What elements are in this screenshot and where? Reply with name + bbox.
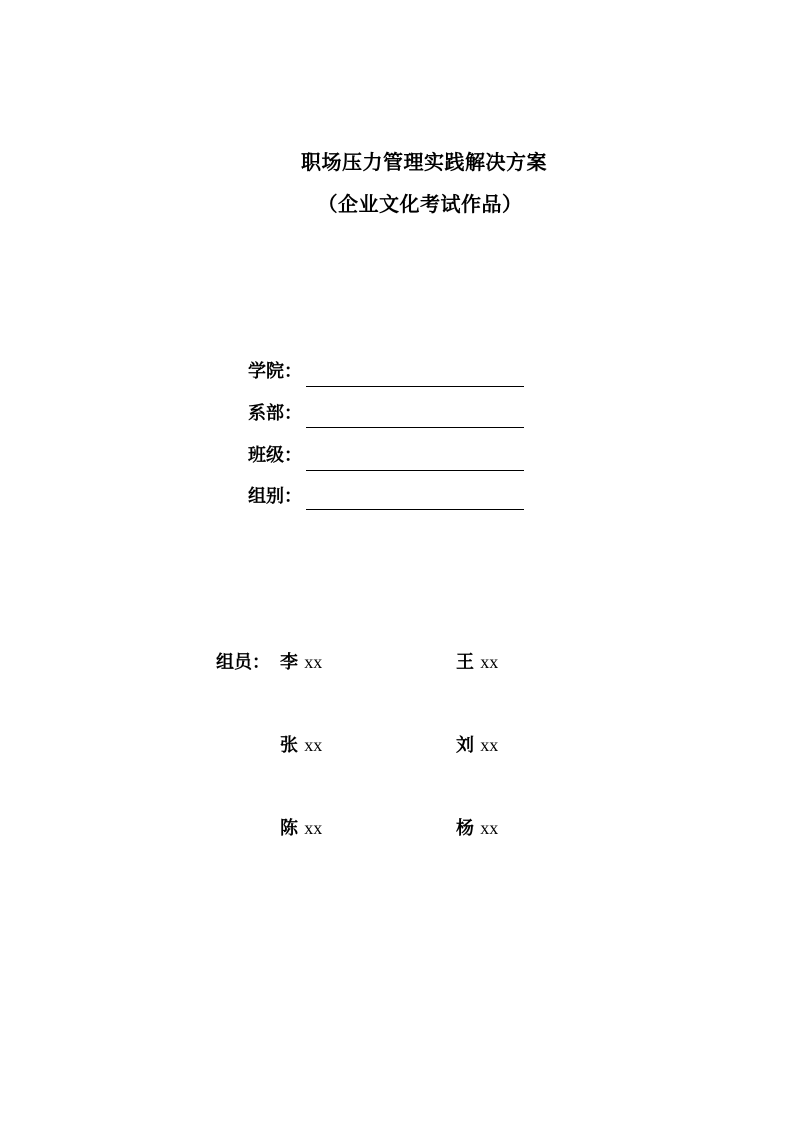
- member-item: [456, 731, 498, 757]
- member-name: xx: [304, 652, 323, 672]
- member-surname: 王: [456, 652, 474, 673]
- members-label: 组员：: [216, 652, 270, 673]
- college-field: [248, 357, 528, 387]
- document-title: 职场压力管理实践解决方案: [301, 150, 547, 174]
- member-surname: 张: [280, 735, 298, 756]
- class-label: 班级：: [248, 445, 302, 466]
- class-blank-line: [306, 470, 524, 471]
- member-name: xx: [304, 735, 323, 755]
- group-field: [248, 482, 528, 512]
- department-label: 系部：: [248, 403, 302, 424]
- member-name: xx: [480, 818, 499, 838]
- member-surname: 李: [280, 652, 298, 673]
- member-name: xx: [480, 652, 499, 672]
- member-item: [456, 648, 498, 674]
- member-name: xx: [304, 818, 323, 838]
- document-subtitle: （企业文化考试作品）: [317, 192, 523, 216]
- college-blank-line: [306, 386, 524, 387]
- group-label: 组别：: [248, 486, 302, 507]
- member-item: [280, 814, 322, 840]
- department-field: [248, 399, 528, 429]
- member-surname: 杨: [456, 818, 474, 839]
- member-surname: 陈: [280, 818, 298, 839]
- member-surname: 刘: [456, 735, 474, 756]
- department-blank-line: [306, 427, 524, 428]
- group-blank-line: [306, 509, 524, 510]
- college-label: 学院：: [248, 361, 302, 382]
- member-name: xx: [480, 735, 499, 755]
- class-field: [248, 441, 528, 471]
- member-item: [280, 648, 322, 674]
- member-item: [280, 731, 322, 757]
- member-item: [456, 814, 498, 840]
